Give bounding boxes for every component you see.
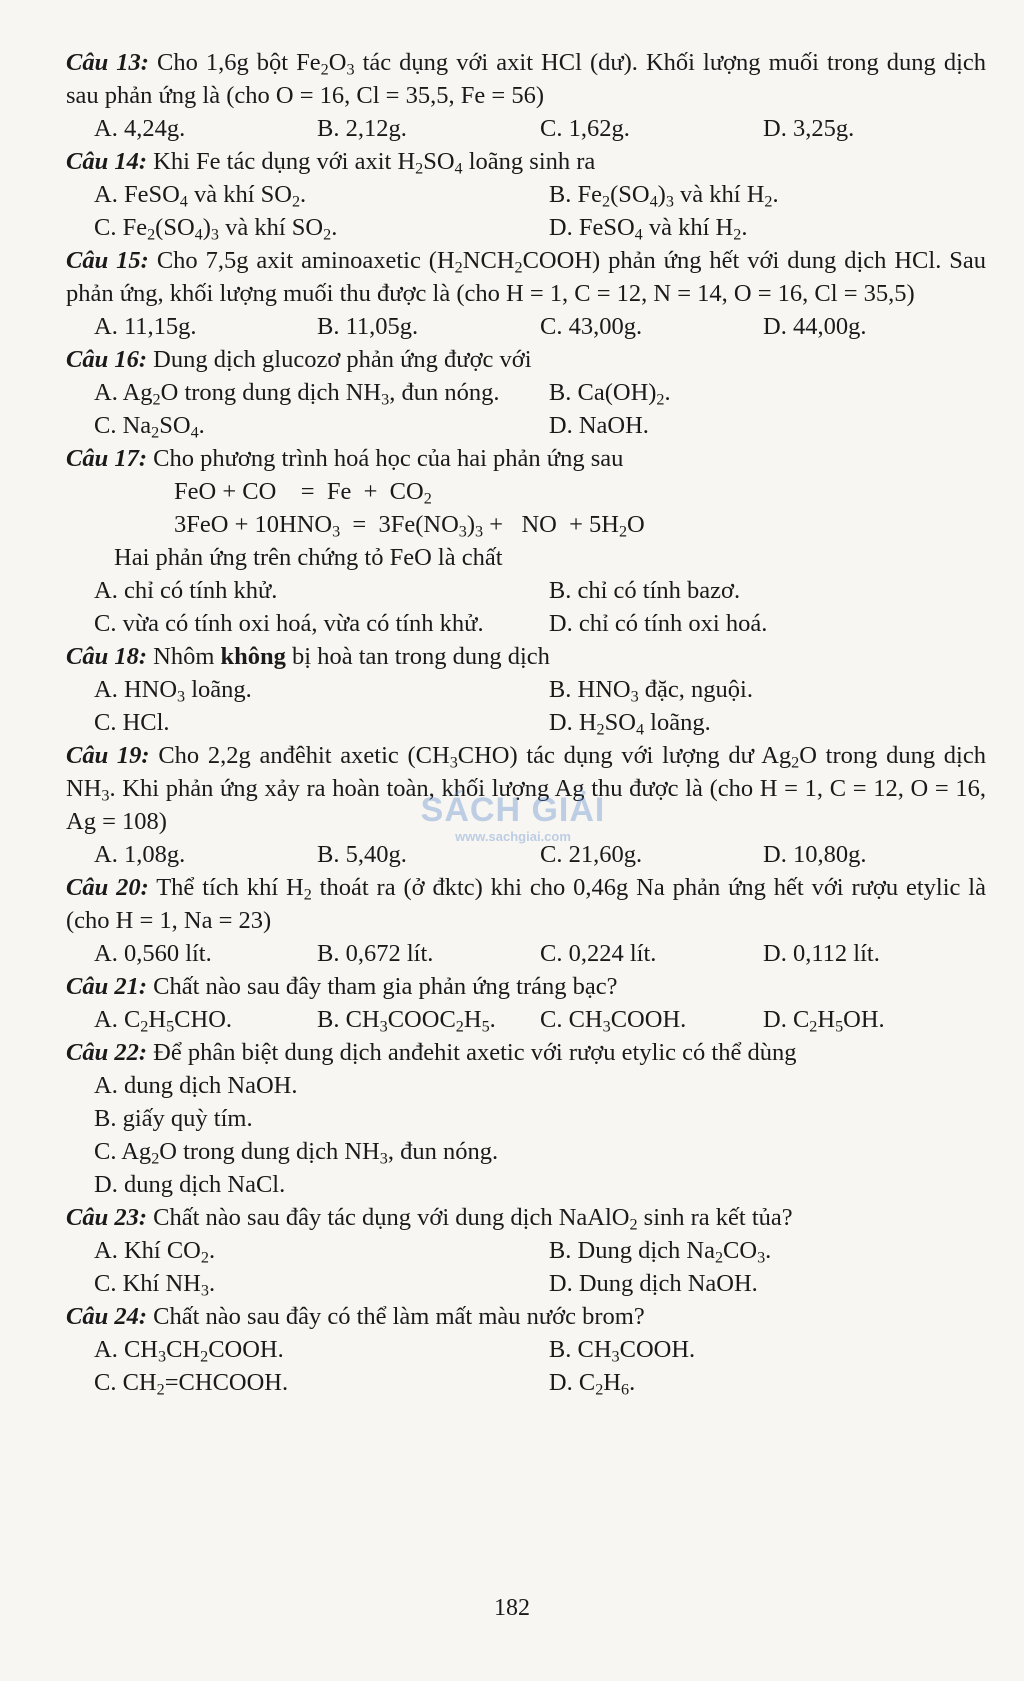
answer-option: A. 11,15g. [94, 313, 197, 340]
options-row [66, 1168, 986, 1201]
options-row [66, 838, 986, 871]
document-page [66, 46, 986, 1399]
question-label: Câu 18: [66, 643, 148, 670]
question [66, 1036, 986, 1201]
answer-option: A. $CH_3CH_2COOH$. [94, 1336, 284, 1366]
answer-option: B. 11,05g. [317, 313, 419, 340]
question [66, 145, 986, 244]
answer-option: A. Khí $CO_2$. [94, 1237, 216, 1267]
answer-option: B. $Fe_2(SO_4)_3$ và khí $H_2$. [548, 181, 779, 211]
options-row [66, 706, 986, 739]
answer-option: B. $Ca(OH)_2$. [548, 379, 671, 409]
options-row [66, 1234, 986, 1267]
question-stem: Câu 15: Cho 7,5g axit aminoaxetic $(H_2NCH_2COOH)$ phản ứng hết với dung dịch HCl. Sau phản ứng, khối lượng muối thu được là (cho H = 1, C = 12, N = 14, O = 16, Cl = 35,5) [66, 247, 987, 307]
answer-option: D. 10,80g. [763, 841, 867, 868]
answer-option: A. FeSO$_4$ và khí $SO_2$. [94, 181, 307, 211]
answer-option: D. $C_2H_6$. [548, 1369, 636, 1399]
answer-option: D. 3,25g. [763, 115, 855, 142]
emphasis-text: không [220, 643, 286, 670]
answer-option: C. vừa có tính oxi hoá, vừa có tính khử. [94, 610, 484, 637]
watermark-url: www.sachgiai.com [455, 829, 571, 844]
answer-option: B. chỉ có tính bazơ. [548, 577, 741, 604]
answer-option: B. $HNO_3$ đặc, nguội. [548, 676, 753, 706]
answer-option: C. $Ag_2O$ trong dung dịch $NH_3$, đun nóng. [94, 1138, 499, 1168]
answer-option: D. NaOH. [548, 412, 649, 439]
options-row [66, 673, 986, 706]
options-row [66, 937, 986, 970]
answer-option: B. Dung dịch $Na_2CO_3$. [548, 1237, 772, 1267]
question-label: Câu 21: [66, 973, 148, 1000]
options-row [66, 310, 986, 343]
answer-option: A. 1,08g. [94, 841, 186, 868]
answer-option: C. HCl. [94, 709, 170, 736]
question [66, 244, 986, 343]
options-row [66, 1102, 986, 1135]
answer-option: C. $Na_2SO_4$. [94, 412, 205, 442]
question-stem: Câu 21: Chất nào sau đây tham gia phản ứng tráng bạc? [66, 973, 618, 1000]
options-row [66, 211, 986, 244]
answer-option: D. $H_2SO_4$ loãng. [548, 709, 711, 739]
answer-option: D. dung dịch NaCl. [94, 1171, 286, 1198]
question-stem: Câu 13: Cho 1,6g bột $Fe_2O_3$ tác dụng với axit HCl (dư). Khối lượng muối trong dung dịch sau phản ứng là (cho O = 16, Cl = 35,5, Fe = 56) [66, 49, 986, 109]
question-stem: Câu 16: Dung dịch glucozơ phản ứng được với [66, 346, 532, 373]
answer-option: A. chỉ có tính khử. [94, 577, 278, 604]
question-label: Câu 20: [66, 874, 149, 901]
answer-option: C. $CH_3COOH$. [540, 1006, 687, 1036]
answer-option: D. 44,00g. [763, 313, 867, 340]
answer-option: C. $Fe_2(SO_4)_3$ và khí $SO_2$. [94, 214, 338, 244]
question-label: Câu 13: [66, 49, 149, 76]
answer-option: B. 5,40g. [317, 841, 407, 868]
answer-option: D. Dung dịch NaOH. [548, 1270, 758, 1297]
question [66, 871, 986, 970]
question-label: Câu 16: [66, 346, 148, 373]
answer-option: C. 43,00g. [540, 313, 643, 340]
answer-option: D. chỉ có tính oxi hoá. [548, 610, 768, 637]
chemical-equation: FeO + CO = $Fe + CO_2$ [174, 478, 432, 508]
options-row [66, 376, 986, 409]
question-label: Câu 14: [66, 148, 148, 175]
question-continuation: Hai phản ứng trên chứng tỏ FeO là chất [114, 544, 503, 571]
question [66, 640, 986, 739]
answer-option: C. 21,60g. [540, 841, 643, 868]
question [66, 739, 986, 871]
options-row [66, 574, 986, 607]
options-row [66, 409, 986, 442]
question-stem: Câu 14: Khi Fe tác dụng với axit $H_2SO_4$ loãng sinh ra [66, 148, 596, 178]
options-row [66, 1069, 986, 1102]
options-row [66, 112, 986, 145]
options-row [66, 1135, 986, 1168]
question-label: Câu 22: [66, 1039, 148, 1066]
question-label: Câu 24: [66, 1303, 148, 1330]
answer-option: A. dung dịch NaOH. [94, 1072, 298, 1099]
question-label: Câu 19: [66, 742, 150, 769]
answer-option: C. 1,62g. [540, 115, 630, 142]
options-row [66, 1366, 986, 1399]
options-row [66, 1267, 986, 1300]
options-row [66, 1003, 986, 1036]
answer-option: A. 4,24g. [94, 115, 186, 142]
question [66, 343, 986, 442]
answer-option: A. $Ag_2O$ trong dung dịch $NH_3$, đun nóng. [94, 379, 500, 409]
answer-option: A. $C_2H_5CHO$. [94, 1006, 233, 1036]
answer-option: B. 0,672 lít. [317, 940, 434, 967]
answer-option: A. 0,560 lít. [94, 940, 212, 967]
answer-option: C. 0,224 lít. [540, 940, 657, 967]
answer-option: D. FeSO$_4$ và khí $H_2$. [548, 214, 748, 244]
answer-option: A. $HNO_3$ loãng. [94, 676, 252, 706]
question [66, 1201, 986, 1300]
answer-option: C. Khí $NH_3$. [94, 1270, 216, 1300]
answer-option: B. $CH_3COOC_2H_5$. [317, 1006, 496, 1036]
question [66, 1300, 986, 1399]
options-row [66, 1333, 986, 1366]
question [66, 46, 986, 145]
page-number: 182 [494, 1595, 530, 1621]
options-row [66, 607, 986, 640]
answer-option: C. $CH_2=CHCOOH$. [94, 1369, 289, 1399]
question-stem: Câu 19: Cho 2,2g anđêhit axetic $(CH_3CHO)$ tác dụng với lượng dư $Ag_2O$ trong dung dịch $NH_3$. Khi phản ứng xảy ra hoàn toàn, khối lượng Ag thu được là (cho H = 1, C = 12, O = 16, Ag = 108) [66, 742, 986, 835]
question-stem: Câu 23: Chất nào sau đây tác dụng với dung dịch NaAlO$_2$ sinh ra kết tủa? [66, 1204, 793, 1234]
answer-option: D. $C_2H_5OH$. [763, 1006, 885, 1036]
question [66, 442, 986, 640]
answer-option: D. 0,112 lít. [763, 940, 880, 967]
watermark-text: SÁCH GIẢI [420, 791, 606, 829]
chemical-equation: $3FeO + 10HNO_3 = 3Fe(NO_3)_3$ + NO + $5H_2O$ [174, 511, 645, 541]
answer-option: B. giấy quỳ tím. [94, 1105, 253, 1132]
question-stem: Câu 17: Cho phương trình hoá học của hai phản ứng sau [66, 445, 624, 472]
question-label: Câu 15: [66, 247, 149, 274]
question-stem: Câu 24: Chất nào sau đây có thể làm mất màu nước brom? [66, 1303, 645, 1330]
question-label: Câu 23: [66, 1204, 148, 1231]
question-stem: Câu 18: Nhôm không bị hoà tan trong dung dịch [66, 643, 550, 670]
question-label: Câu 17: [66, 445, 148, 472]
answer-option: B. $CH_3COOH$. [548, 1336, 696, 1366]
question [66, 970, 986, 1036]
question-stem: Câu 22: Để phân biệt dung dịch anđehit axetic với rượu etylic có thể dùng [66, 1039, 797, 1066]
question-stem: Câu 20: Thể tích khí $H_2$ thoát ra (ở đktc) khi cho 0,46g Na phản ứng hết với rượu etylic là (cho H = 1, Na = 23) [66, 874, 986, 934]
answer-option: B. 2,12g. [317, 115, 407, 142]
options-row [66, 178, 986, 211]
